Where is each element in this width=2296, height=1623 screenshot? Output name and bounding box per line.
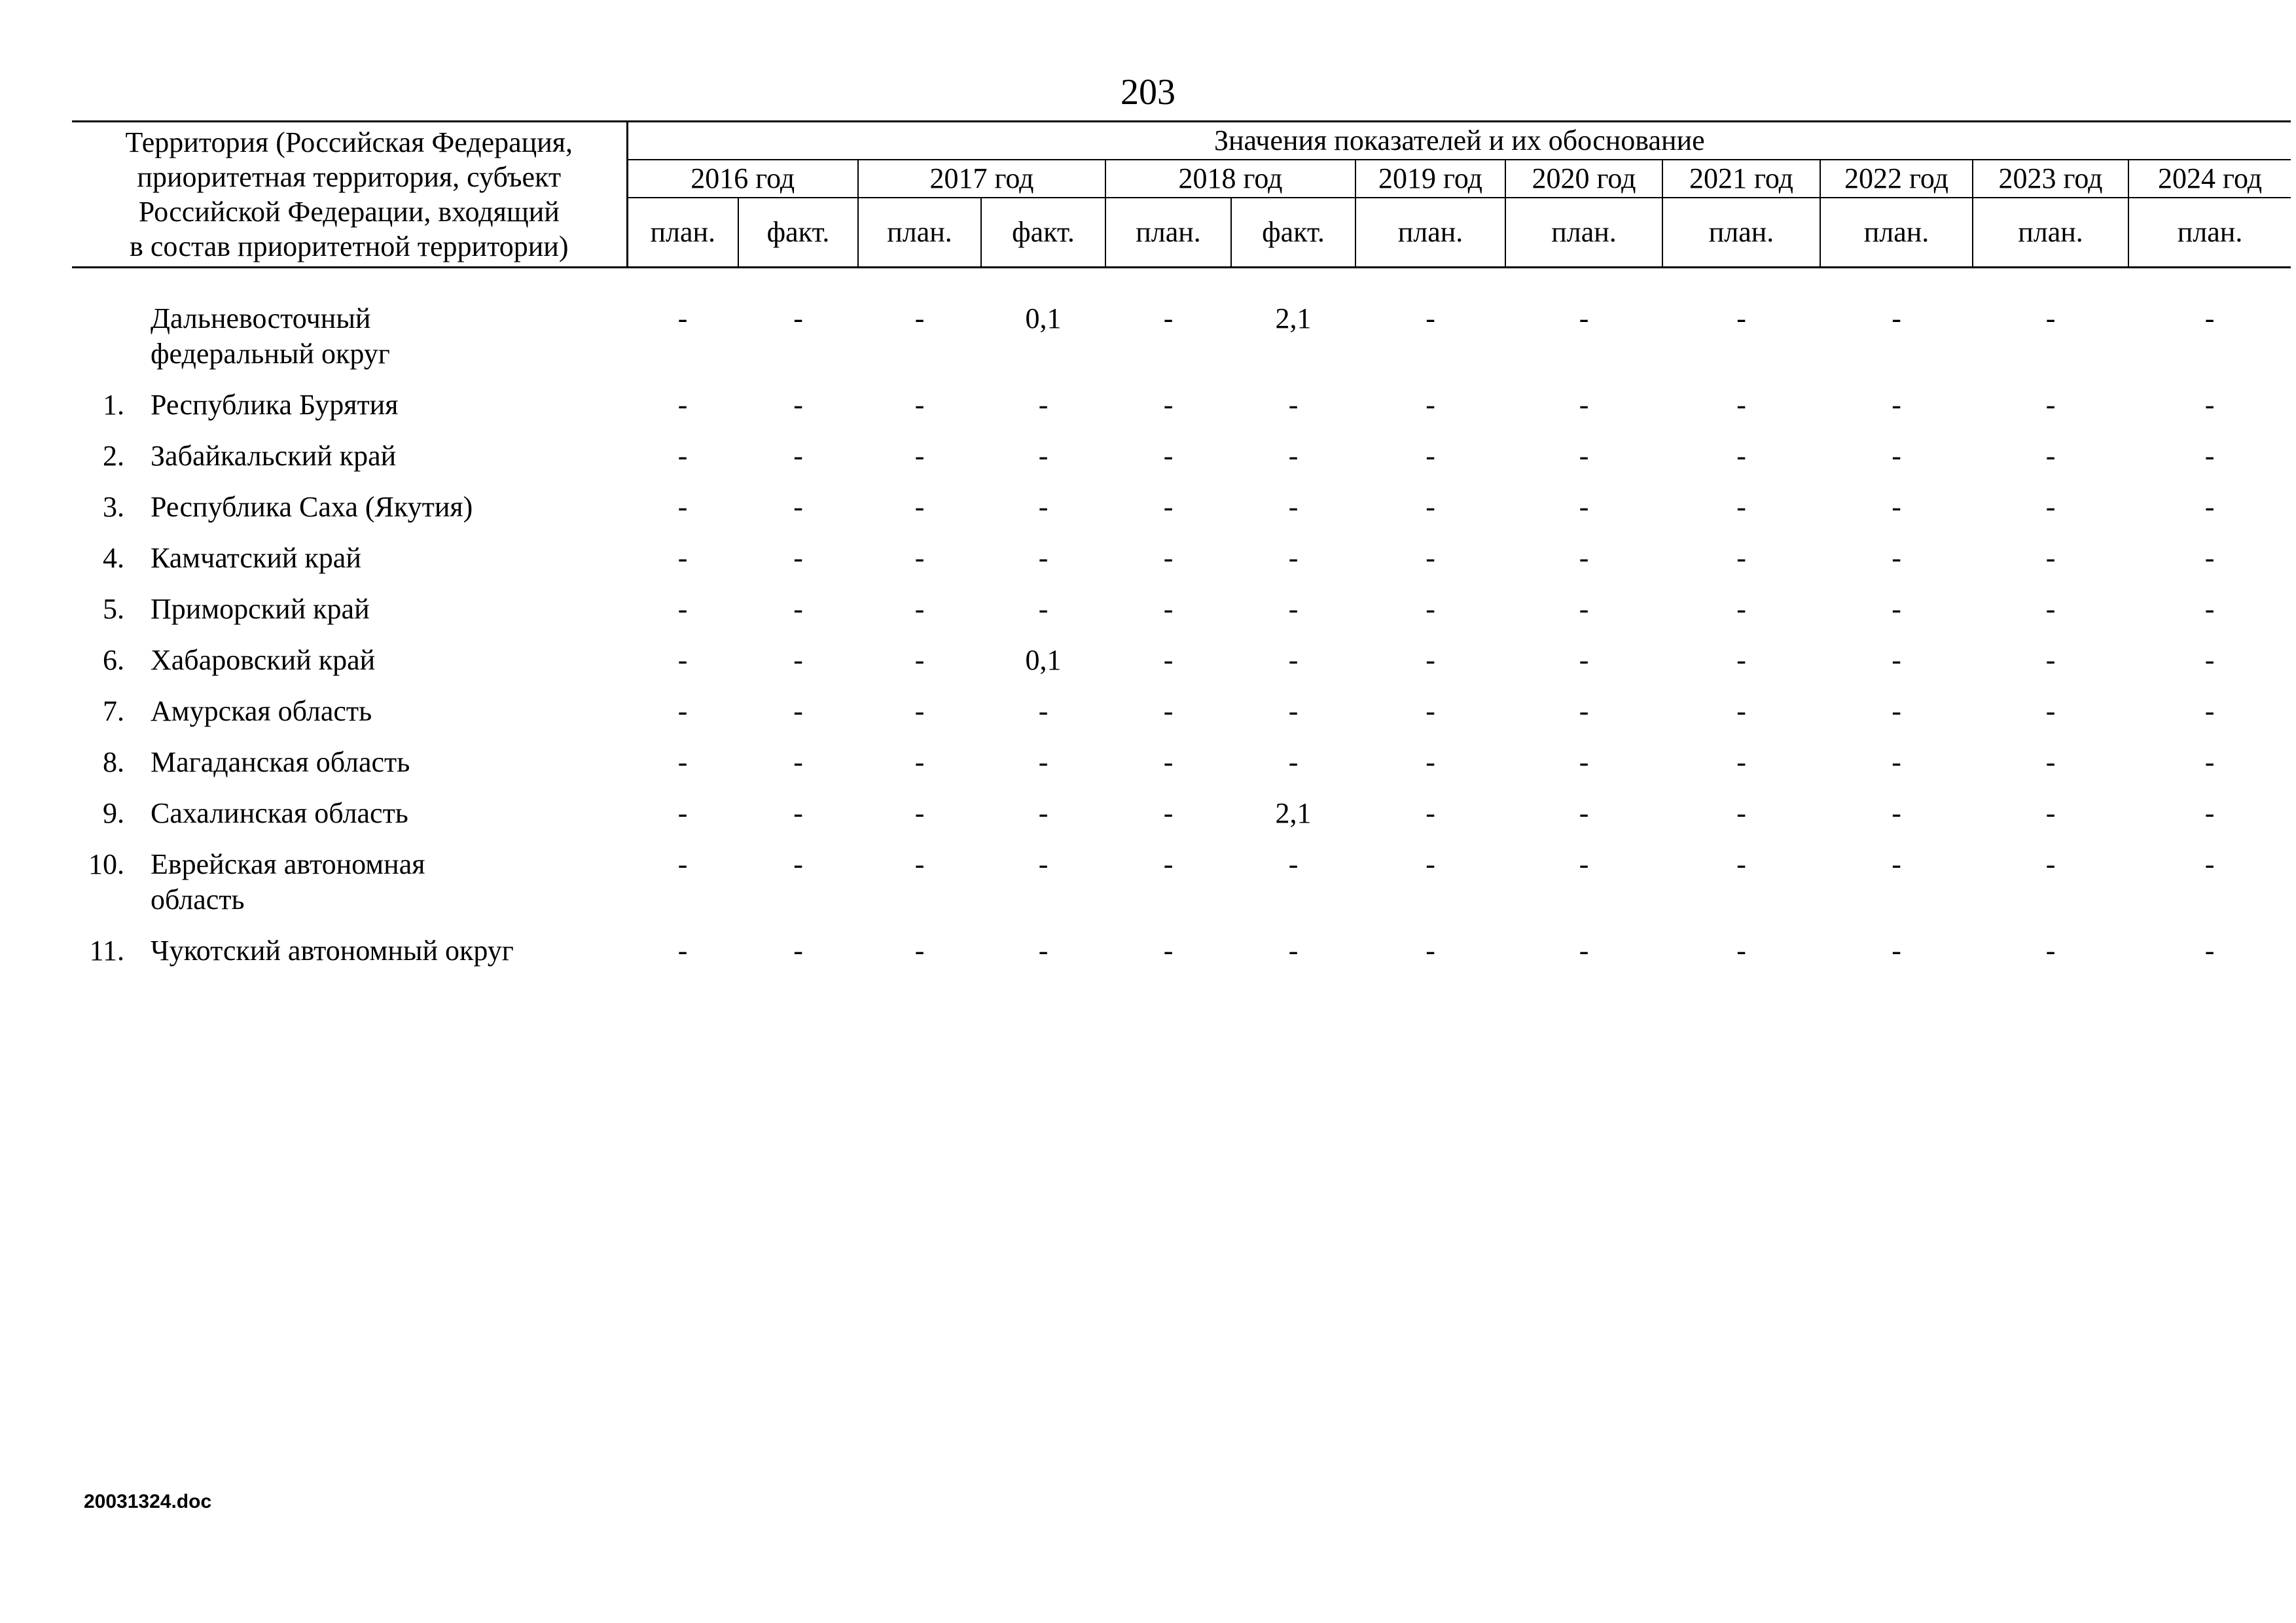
indicators-table — [72, 120, 2291, 984]
value-cell: - — [2045, 542, 2056, 574]
value-cell: - — [1736, 491, 1746, 523]
value-cell: - — [677, 593, 688, 625]
value-cell: - — [1579, 389, 1589, 421]
value-cell: - — [914, 797, 925, 829]
value-cell: - — [1288, 644, 1299, 676]
value-cell: - — [677, 935, 688, 967]
value-cell: - — [2045, 302, 2056, 334]
subcolumn-header: план. — [2128, 198, 2291, 268]
territory-name-line: Республика Бурятия — [151, 389, 399, 421]
value-cell: - — [2204, 644, 2215, 676]
territory-name-line: Амурская область — [151, 695, 372, 727]
value-cell: - — [2045, 797, 2056, 829]
territory-name-line: Чукотский автономный округ — [151, 935, 514, 967]
value-cell: - — [1579, 440, 1589, 472]
value-cell: - — [2204, 746, 2215, 778]
territory-name — [141, 301, 627, 387]
value-cell: - — [1736, 542, 1746, 574]
territory-header-line: Территория (Российская Федерация, — [125, 126, 573, 158]
value-cell: - — [1163, 746, 1174, 778]
value-cell: - — [1579, 695, 1589, 727]
value-cell: - — [793, 746, 803, 778]
value-cell: - — [2045, 848, 2056, 880]
row-number — [72, 301, 141, 387]
value-cell: - — [1426, 593, 1435, 625]
value-cell: - — [1736, 593, 1746, 625]
value-cell: - — [2204, 797, 2215, 829]
value-cell: - — [1038, 848, 1049, 880]
values-group-header: Значения показателей и их обоснование — [627, 122, 2291, 160]
table-row — [72, 301, 2291, 387]
value-cell: - — [1736, 695, 1746, 727]
value-cell: - — [1163, 797, 1174, 829]
value-cell: - — [793, 797, 803, 829]
value-cell: - — [2204, 491, 2215, 523]
value-cell: - — [914, 302, 925, 334]
value-cell: - — [1892, 440, 1901, 472]
territory-name — [141, 933, 627, 984]
territory-name — [141, 643, 627, 694]
value-cell: - — [677, 440, 688, 472]
value-cell: - — [1163, 848, 1174, 880]
value-cell: - — [1426, 797, 1435, 829]
territory-name-line: Камчатский край — [151, 542, 361, 574]
territory-name-line: Сахалинская область — [151, 797, 408, 829]
value-cell: - — [1163, 935, 1174, 967]
table-row — [72, 490, 2291, 541]
row-number: 2. — [103, 440, 124, 472]
territory-name-line: Забайкальский край — [151, 440, 397, 472]
value-cell: - — [1736, 746, 1746, 778]
row-number: 9. — [103, 797, 124, 829]
value-cell: - — [2204, 593, 2215, 625]
year-header: 2021 год — [1662, 160, 1820, 198]
value-cell: - — [1579, 302, 1589, 334]
table-row — [72, 694, 2291, 745]
value-cell: - — [1426, 302, 1435, 334]
territory-name — [141, 694, 627, 745]
territory-name — [141, 541, 627, 592]
territory-column-header — [72, 122, 627, 268]
table-row — [72, 745, 2291, 796]
year-header: 2018 год — [1105, 160, 1355, 198]
value-cell: - — [2045, 935, 2056, 967]
value-cell: - — [677, 644, 688, 676]
value-cell: - — [793, 644, 803, 676]
value-cell: - — [1163, 440, 1174, 472]
territory-name-line: Хабаровский край — [151, 644, 376, 676]
row-number: 11. — [89, 935, 124, 967]
value-cell: - — [1892, 593, 1901, 625]
subcolumn-header: план. — [1662, 198, 1820, 268]
value-cell: - — [1288, 935, 1299, 967]
subcolumn-header: план. — [858, 198, 981, 268]
territory-name — [141, 387, 627, 438]
value-cell: - — [1038, 440, 1049, 472]
value-cell: - — [914, 746, 925, 778]
value-cell: - — [1426, 935, 1435, 967]
value-cell: - — [677, 389, 688, 421]
value-cell: - — [793, 695, 803, 727]
subcolumn-header: план. — [627, 198, 738, 268]
year-header: 2024 год — [2128, 160, 2291, 198]
value-cell: - — [677, 542, 688, 574]
value-cell: - — [1163, 695, 1174, 727]
value-cell: 0,1 — [1025, 302, 1062, 334]
value-cell: 2,1 — [1275, 797, 1312, 829]
year-header: 2023 год — [1973, 160, 2128, 198]
territory-name — [141, 796, 627, 847]
value-cell: - — [1288, 440, 1299, 472]
value-cell: - — [1892, 935, 1901, 967]
value-cell: - — [677, 491, 688, 523]
value-cell: - — [1736, 935, 1746, 967]
value-cell: - — [1892, 848, 1901, 880]
value-cell: - — [677, 746, 688, 778]
value-cell: - — [1426, 848, 1435, 880]
territory-name-line: Дальневосточный — [151, 302, 371, 334]
subcolumn-header: план. — [1355, 198, 1505, 268]
territory-header-line: в состав приоритетной территории) — [130, 230, 569, 262]
value-cell: - — [914, 848, 925, 880]
value-cell: - — [1426, 389, 1435, 421]
value-cell: - — [1892, 491, 1901, 523]
value-cell: - — [793, 848, 803, 880]
value-cell: - — [1579, 848, 1589, 880]
value-cell: - — [914, 695, 925, 727]
territory-name — [141, 745, 627, 796]
page-number: 203 — [1121, 72, 1175, 113]
value-cell: - — [914, 440, 925, 472]
value-cell: - — [793, 491, 803, 523]
territory-name-line: Приморский край — [151, 593, 370, 625]
territory-name-line: Магаданская область — [151, 746, 410, 778]
table-row — [72, 592, 2291, 643]
value-cell: - — [1038, 389, 1049, 421]
year-header: 2016 год — [627, 160, 858, 198]
value-cell: - — [1288, 848, 1299, 880]
value-cell: - — [677, 302, 688, 334]
value-cell: - — [914, 389, 925, 421]
value-cell: - — [793, 542, 803, 574]
value-cell: - — [1288, 491, 1299, 523]
value-cell: - — [1892, 644, 1901, 676]
value-cell: - — [1038, 593, 1049, 625]
value-cell: 2,1 — [1275, 302, 1312, 334]
value-cell: - — [1426, 542, 1435, 574]
subcolumn-header: план. — [1105, 198, 1231, 268]
value-cell: - — [2045, 644, 2056, 676]
year-header: 2022 год — [1820, 160, 1973, 198]
value-cell: - — [914, 644, 925, 676]
row-number: 5. — [103, 593, 124, 625]
value-cell: - — [1288, 593, 1299, 625]
value-cell: - — [1426, 440, 1435, 472]
value-cell: - — [2204, 302, 2215, 334]
value-cell: - — [1038, 695, 1049, 727]
value-cell: - — [2045, 491, 2056, 523]
value-cell: - — [2045, 695, 2056, 727]
value-cell: - — [1736, 440, 1746, 472]
value-cell: - — [677, 695, 688, 727]
value-cell: - — [1579, 593, 1589, 625]
value-cell: 0,1 — [1025, 644, 1062, 676]
value-cell: - — [2045, 389, 2056, 421]
value-cell: - — [1288, 542, 1299, 574]
subcolumn-header: план. — [1505, 198, 1662, 268]
value-cell: - — [1736, 848, 1746, 880]
value-cell: - — [914, 593, 925, 625]
value-cell: - — [1426, 644, 1435, 676]
value-cell: - — [1163, 644, 1174, 676]
value-cell: - — [1892, 302, 1901, 334]
value-cell: - — [1288, 746, 1299, 778]
table-row — [72, 933, 2291, 984]
table-row — [72, 438, 2291, 490]
table-row — [72, 847, 2291, 933]
subcolumn-header: факт. — [738, 198, 858, 268]
table-row — [72, 541, 2291, 592]
value-cell: - — [1038, 542, 1049, 574]
value-cell: - — [1426, 746, 1435, 778]
table-row — [72, 387, 2291, 438]
value-cell: - — [1163, 593, 1174, 625]
value-cell: - — [677, 797, 688, 829]
value-cell: - — [1579, 797, 1589, 829]
value-cell: - — [1038, 491, 1049, 523]
value-cell: - — [1038, 935, 1049, 967]
value-cell: - — [914, 935, 925, 967]
value-cell: - — [1163, 389, 1174, 421]
row-number: 7. — [103, 695, 124, 727]
value-cell: - — [2204, 440, 2215, 472]
territory-name-line: Еврейская автономная — [151, 848, 425, 880]
value-cell: - — [1892, 746, 1901, 778]
value-cell: - — [1038, 746, 1049, 778]
value-cell: - — [1736, 302, 1746, 334]
value-cell: - — [1892, 695, 1901, 727]
territory-name — [141, 438, 627, 490]
subcolumn-header: факт. — [1231, 198, 1355, 268]
row-number: 6. — [103, 644, 124, 676]
territory-name — [141, 490, 627, 541]
row-number: 1. — [103, 389, 124, 421]
value-cell: - — [1579, 644, 1589, 676]
value-cell: - — [1288, 389, 1299, 421]
value-cell: - — [1426, 695, 1435, 727]
value-cell: - — [793, 935, 803, 967]
value-cell: - — [1736, 797, 1746, 829]
value-cell: - — [1579, 746, 1589, 778]
table-row — [72, 643, 2291, 694]
value-cell: - — [2204, 935, 2215, 967]
territory-name-line: Республика Саха (Якутия) — [151, 491, 473, 523]
value-cell: - — [2045, 593, 2056, 625]
value-cell: - — [1579, 491, 1589, 523]
territory-name — [141, 592, 627, 643]
value-cell: - — [1288, 695, 1299, 727]
subcolumn-header: план. — [1820, 198, 1973, 268]
value-cell: - — [2204, 389, 2215, 421]
value-cell: - — [2204, 848, 2215, 880]
value-cell: - — [1163, 491, 1174, 523]
value-cell: - — [2045, 746, 2056, 778]
row-number: 10. — [88, 848, 124, 880]
territory-header-line: приоритетная территория, субъект — [137, 161, 562, 193]
value-cell: - — [1736, 389, 1746, 421]
value-cell: - — [2204, 542, 2215, 574]
value-cell: - — [2204, 695, 2215, 727]
value-cell: - — [1892, 797, 1901, 829]
territory-name — [141, 847, 627, 933]
document-filename: 20031324.doc — [84, 1491, 212, 1512]
value-cell: - — [1736, 644, 1746, 676]
year-header: 2020 год — [1505, 160, 1662, 198]
value-cell: - — [1892, 389, 1901, 421]
year-header: 2019 год — [1355, 160, 1505, 198]
value-cell: - — [1579, 542, 1589, 574]
year-header: 2017 год — [858, 160, 1105, 198]
table-row — [72, 796, 2291, 847]
value-cell: - — [1163, 302, 1174, 334]
value-cell: - — [793, 440, 803, 472]
value-cell: - — [1579, 935, 1589, 967]
value-cell: - — [1163, 542, 1174, 574]
territory-header-line: Российской Федерации, входящий — [138, 196, 560, 228]
value-cell: - — [2045, 440, 2056, 472]
value-cell: - — [914, 542, 925, 574]
row-number: 4. — [103, 542, 124, 574]
value-cell: - — [793, 593, 803, 625]
row-number: 8. — [103, 746, 124, 778]
territory-name-line: федеральный округ — [151, 338, 390, 370]
subcolumn-header: план. — [1973, 198, 2128, 268]
value-cell: - — [1038, 797, 1049, 829]
value-cell: - — [793, 302, 803, 334]
territory-name-line: область — [151, 883, 245, 916]
row-number: 3. — [103, 491, 124, 523]
value-cell: - — [793, 389, 803, 421]
value-cell: - — [677, 848, 688, 880]
value-cell: - — [1426, 491, 1435, 523]
value-cell: - — [914, 491, 925, 523]
subcolumn-header: факт. — [981, 198, 1105, 268]
value-cell: - — [1892, 542, 1901, 574]
